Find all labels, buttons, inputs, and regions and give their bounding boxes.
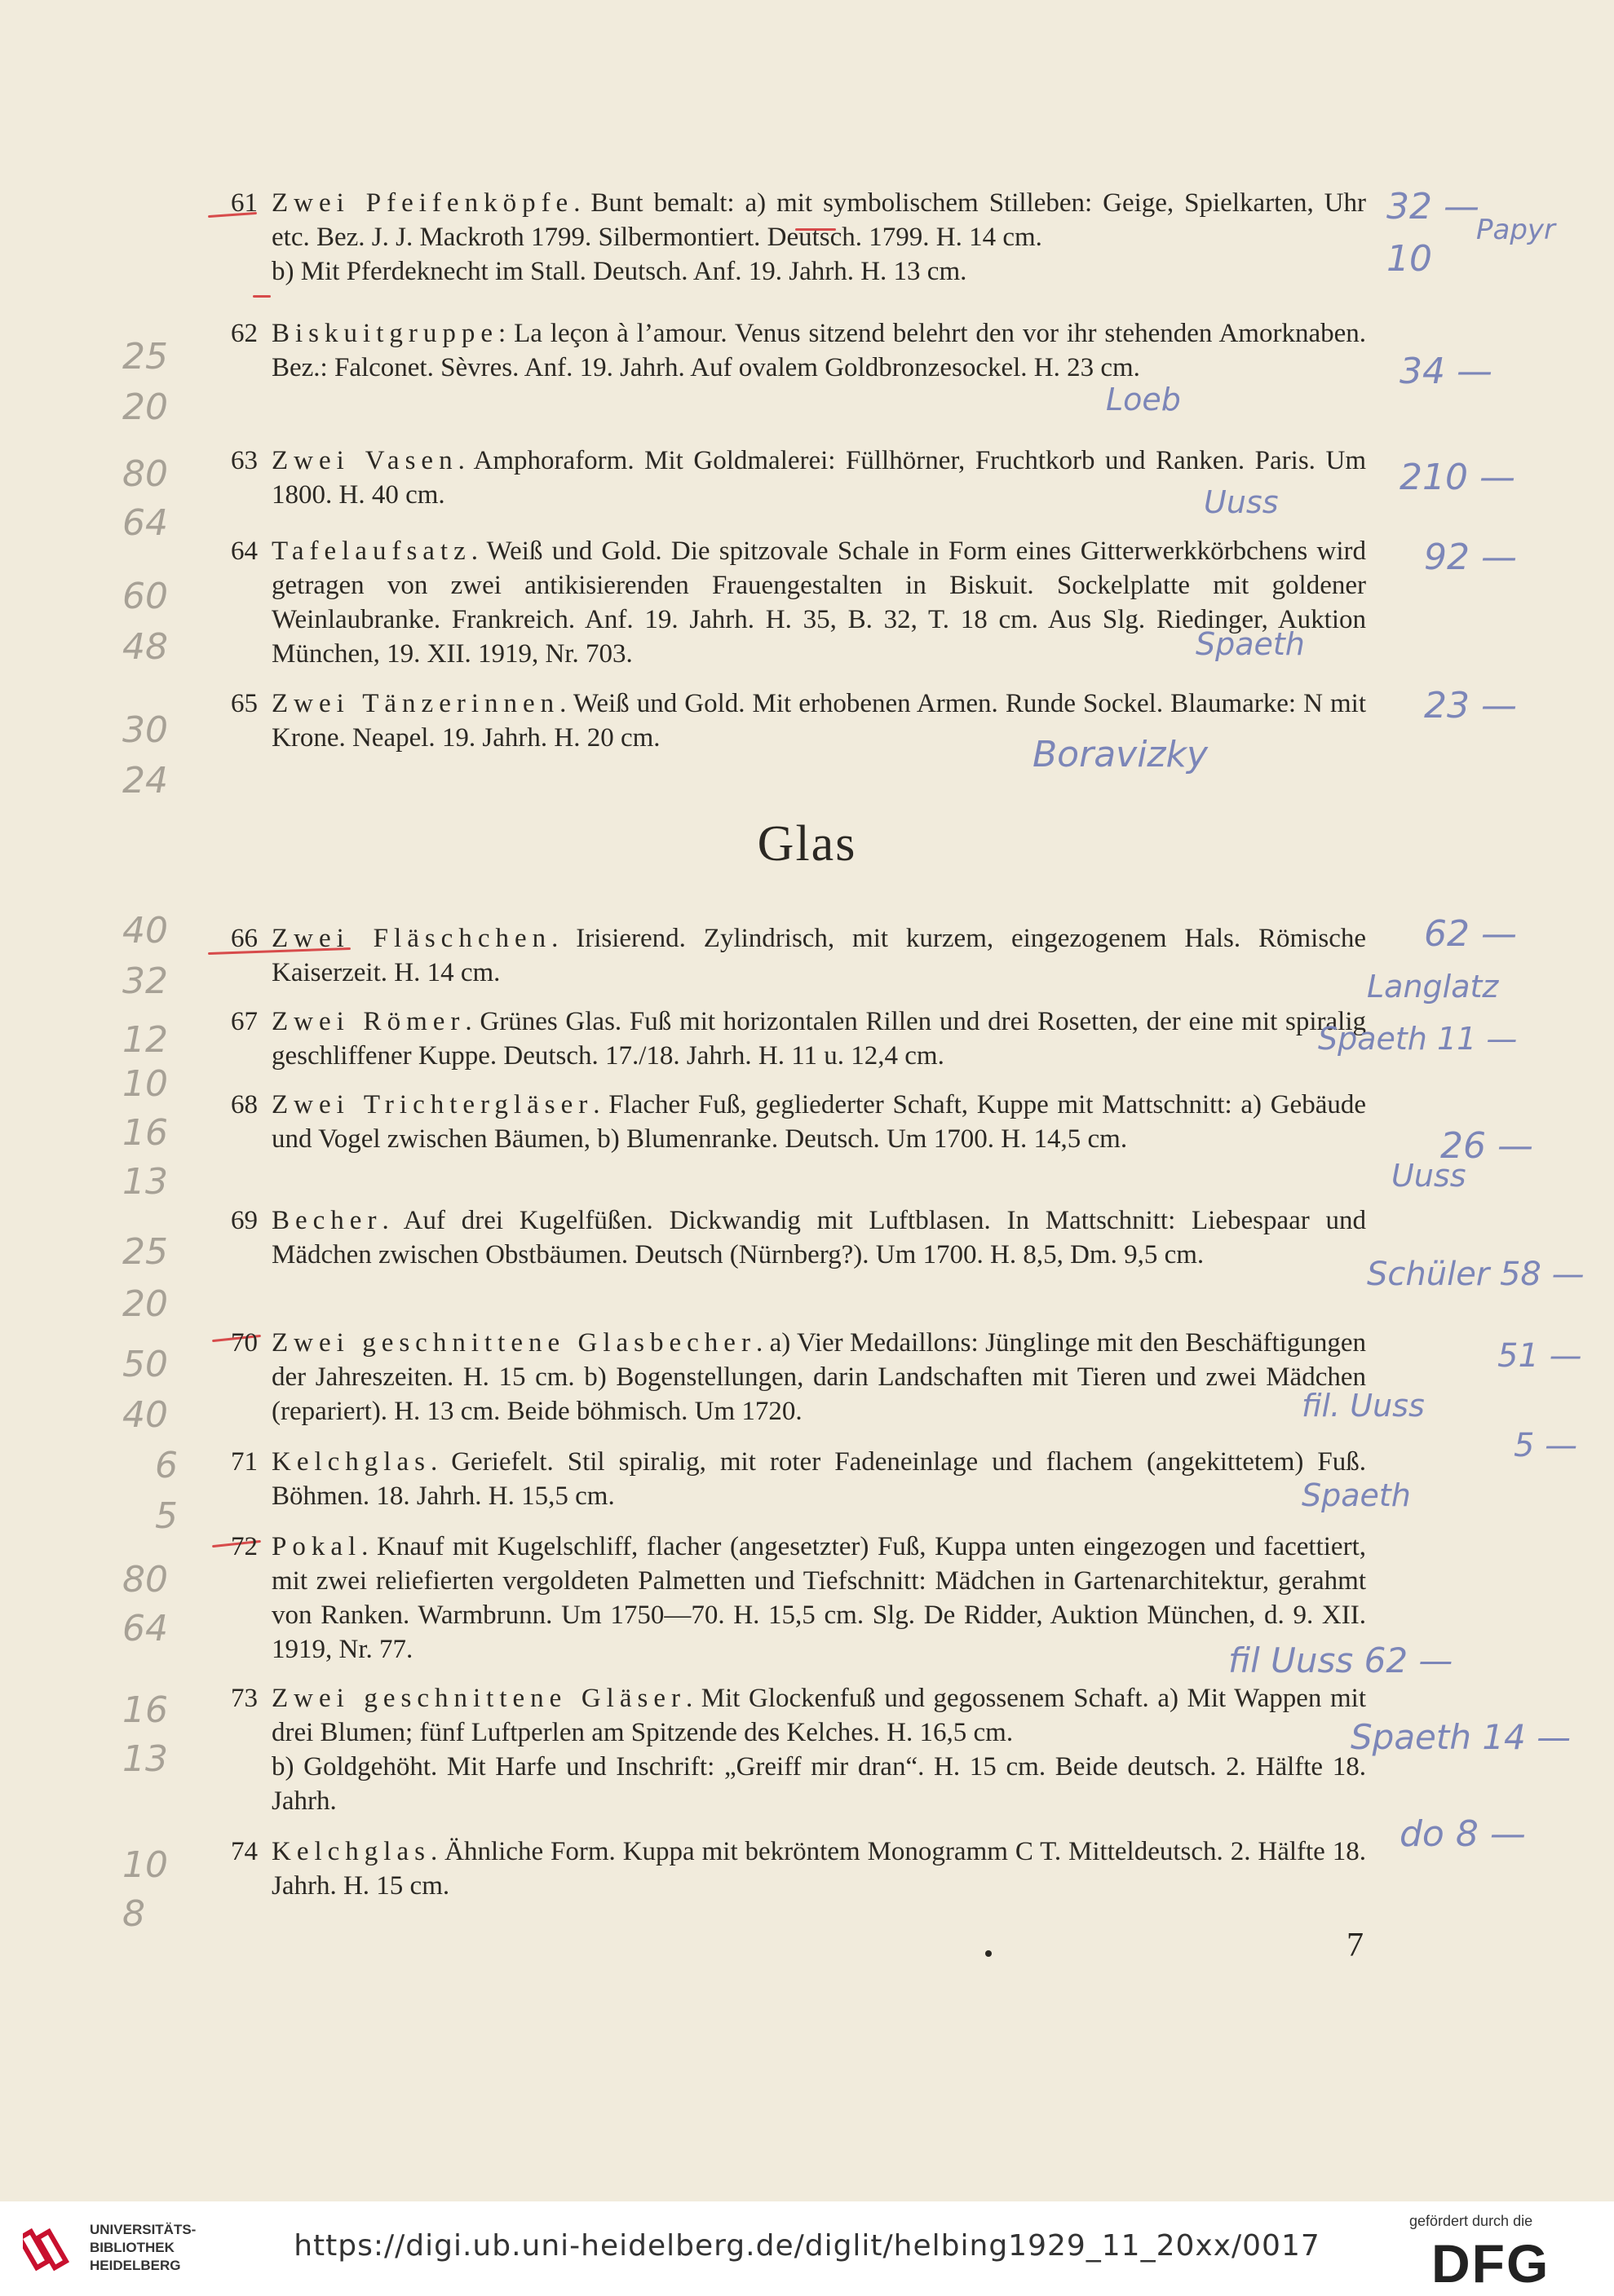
handwritten-note: fil. Uuss bbox=[1302, 1388, 1425, 1424]
entry-title: Zwei geschnittene Gläser bbox=[272, 1684, 686, 1713]
handwritten-note: do 8 — bbox=[1400, 1813, 1526, 1855]
handwritten-note: Spaeth 14 — bbox=[1351, 1717, 1572, 1757]
entry-title: Biskuitgruppe bbox=[272, 319, 498, 348]
handwritten-note: 5 — bbox=[1514, 1427, 1578, 1464]
handwritten-note: 16 bbox=[122, 1689, 168, 1731]
red-mark bbox=[253, 295, 271, 298]
handwritten-note: 20 bbox=[122, 386, 168, 428]
handwritten-note: 64 bbox=[122, 1608, 168, 1649]
handwritten-note: Papyr bbox=[1476, 214, 1556, 246]
permalink-url[interactable]: https://digi.ub.uni-heidelberg.de/diglit/helbing1929_11_20xx/0017 bbox=[294, 2229, 1320, 2263]
handwritten-note: 12 bbox=[122, 1019, 168, 1061]
handwritten-note: 23 — bbox=[1424, 685, 1517, 726]
handwritten-note: 92 — bbox=[1424, 536, 1517, 578]
ink-dot bbox=[985, 1950, 992, 1957]
entry-number: 74 bbox=[231, 1837, 258, 1866]
handwritten-note: 64 bbox=[122, 502, 168, 544]
handwritten-note: 80 bbox=[122, 1559, 168, 1601]
handwritten-note: 50 bbox=[122, 1344, 168, 1385]
entry-title: Zwei geschnittene Glasbecher bbox=[272, 1328, 756, 1358]
entry-title: Kelchglas bbox=[272, 1837, 431, 1866]
entry-number: 73 bbox=[231, 1684, 258, 1713]
entry-text: . Auf drei Kugelfüßen. Dickwandig mit Luftblasen. In Mattschnitt: Liebespaar und Mädchen zwischen Obstbäumen. Deutsch (Nürnberg?). Um 1700. H. 8,5, Dm. 9,5 cm. bbox=[272, 1206, 1366, 1269]
handwritten-note: 34 — bbox=[1400, 351, 1492, 392]
entry-text: . Mit Glockenfuß und gegossenem Schaft. a) Mit Wappen mit drei Blumen; fünf Luftperlen am Spitzende des Kelches. H. 16,5 cm. bbox=[272, 1684, 1366, 1747]
handwritten-note: Spaeth bbox=[1302, 1477, 1411, 1513]
entry-text: : La leçon à l’amour. Venus sitzend belehrt den vor ihr stehenden Amorknaben. Bez.: Falconet. Sèvres. Anf. 19. Jahrh. Auf ovalem Goldbronzesockel. H. 23 cm. bbox=[272, 319, 1366, 382]
handwritten-note: 13 bbox=[122, 1738, 168, 1780]
handwritten-note: 60 bbox=[122, 576, 168, 617]
handwritten-note: Langlatz bbox=[1367, 969, 1499, 1004]
entry-text-2: b) Goldgehöht. Mit Harfe und Inschrift: „Greiff mir dran“. H. 15 cm. Beide deutsch. 2. Hälfte 18. Jahrh. bbox=[272, 1752, 1366, 1816]
handwritten-note: 10 bbox=[1386, 238, 1432, 280]
entry-text: . Ähnliche Form. Kuppa mit bekröntem Monogramm C T. Mitteldeutsch. 2. Hälfte 18. Jahrh. H. 15 cm. bbox=[272, 1837, 1366, 1901]
entry-title: Tafelaufsatz bbox=[272, 536, 471, 566]
handwritten-note: 48 bbox=[122, 626, 168, 668]
dfg-logo: DFG bbox=[1431, 2233, 1550, 2294]
handwritten-note: 80 bbox=[122, 453, 168, 495]
entry-number: 72 bbox=[231, 1532, 258, 1561]
entry-title: Zwei Pfeifenköpfe bbox=[272, 188, 574, 218]
handwritten-note: 8 bbox=[122, 1893, 145, 1935]
handwritten-note: 40 bbox=[122, 1394, 168, 1436]
entry-number: 64 bbox=[231, 536, 258, 566]
handwritten-note: 210 — bbox=[1400, 457, 1515, 498]
handwritten-note: fil Uuss 62 — bbox=[1228, 1640, 1453, 1680]
handwritten-note: 51 — bbox=[1497, 1337, 1582, 1375]
handwritten-note: 26 — bbox=[1440, 1125, 1533, 1167]
handwritten-note: 32 bbox=[122, 960, 168, 1002]
handwritten-note: 6 bbox=[155, 1445, 178, 1486]
handwritten-note: Loeb bbox=[1106, 382, 1181, 417]
handwritten-note: 25 bbox=[122, 336, 168, 378]
entry-text: . Knauf mit Kugelschliff, flacher (angesetzter) Fuß, Kuppa unten eingezogen und facettiert, mit zwei reliefierten vergoldeten Palmetten und Tiefschnitt: Mädchen in Gartenarchitektur, gerahmt von Ranken. Warmbrunn. Um 1750—70. H. 15,5 cm. Slg. De Ridder, Auktion München, d. 9. XII. 1919, Nr. 77. bbox=[272, 1532, 1366, 1664]
handwritten-note: 24 bbox=[122, 760, 168, 801]
entry-text: . Weiß und Gold. Die spitzovale Schale in Form eines Gitterwerkkörbchens wird getragen von zwei antikisierenden Frauengestalten in Biskuit. Sockelplatte mit goldener Weinlaubranke. Frankreich. Anf. 19. Jahrh. H. 35, B. 32, T. 18 cm. Aus Slg. Riedinger, Auktion München, 19. XII. 1919, Nr. 703. bbox=[272, 536, 1366, 669]
entry-number: 68 bbox=[231, 1090, 258, 1119]
handwritten-note: 30 bbox=[122, 709, 168, 751]
entry-title: Zwei Vasen bbox=[272, 446, 458, 475]
entry-text: . Bunt bemalt: a) mit symbolischem Stilleben: Geige, Spielkarten, Uhr etc. Bez. J. J. Mackroth 1799. Silbermontiert. Deutsch. 1799. H. 14 cm. bbox=[272, 188, 1366, 252]
handwritten-note: 32 — bbox=[1386, 186, 1479, 227]
entry-number: 63 bbox=[231, 446, 258, 475]
handwritten-note: 40 bbox=[122, 910, 168, 952]
funding-note: gefördert durch die bbox=[1409, 2213, 1533, 2229]
entry-number: 69 bbox=[231, 1206, 258, 1235]
handwritten-note: 16 bbox=[122, 1112, 168, 1154]
entry-number: 66 bbox=[231, 924, 258, 953]
entry-number: 67 bbox=[231, 1007, 258, 1036]
footer-bar bbox=[0, 2201, 1614, 2296]
entry-text: . Flacher Fuß, gegliederter Schaft, Kuppe mit Mattschnitt: a) Gebäude und Vogel zwischen Bäumen, b) Blumenranke. Deutsch. Um 1700. H. 14,5 cm. bbox=[272, 1090, 1366, 1154]
entry-text: . Amphoraform. Mit Goldmalerei: Füllhörner, Fruchtkorb und Ranken. Paris. Um 1800. H. 40 cm. bbox=[272, 446, 1366, 510]
handwritten-note: 62 — bbox=[1424, 913, 1517, 955]
handwritten-note: Boravizky bbox=[1033, 734, 1209, 775]
handwritten-note: 5 bbox=[155, 1495, 178, 1537]
handwritten-note: Spaeth 11 — bbox=[1318, 1021, 1518, 1057]
page-number: 7 bbox=[1346, 1927, 1364, 1964]
entry-text: . Geriefelt. Stil spiralig, mit roter Fadeneinlage und flachem (angekittetem) Fuß. Böhmen. 18. Jahrh. H. 15,5 cm. bbox=[272, 1447, 1366, 1511]
entry-text: . a) Vier Medaillons: Jünglinge mit den Beschäftigungen der Jahreszeiten. H. 15 cm. b) Bogenstellungen, darin Landschaften mit Tieren und zwei Mädchen (repariert). H. 13 cm. Beide böhmisch. Um 1720. bbox=[272, 1328, 1366, 1426]
entry-title: Kelchglas bbox=[272, 1447, 431, 1477]
entry-text: . Grünes Glas. Fuß mit horizontalen Rillen und drei Rosetten, der eine mit spiralig geschliffener Kuppe. Deutsch. 17./18. Jahrh. H. 11 u. 12,4 cm. bbox=[272, 1007, 1366, 1071]
entry-number: 61 bbox=[231, 188, 258, 218]
entry-title: Zwei Tänzerinnen bbox=[272, 689, 560, 718]
handwritten-note: 10 bbox=[122, 1063, 168, 1105]
entry-title: Zwei Trichtergläser bbox=[272, 1090, 594, 1119]
entry-title: Zwei Fläschchen bbox=[272, 924, 552, 953]
entry-text: . Irisierend. Zylindrisch, mit kurzem, eingezogenem Hals. Römische Kaiserzeit. H. 14 cm. bbox=[272, 924, 1366, 987]
handwritten-note: Schüler 58 — bbox=[1367, 1256, 1585, 1293]
entry-number: 62 bbox=[231, 319, 258, 348]
entry-title: Pokal bbox=[272, 1532, 362, 1561]
handwritten-note: 10 bbox=[122, 1844, 168, 1886]
entry-text-2: b) Mit Pferdeknecht im Stall. Deutsch. Anf. 19. Jahrh. H. 13 cm. bbox=[272, 257, 967, 286]
entry-text: . Weiß und Gold. Mit erhobenen Armen. Runde Sockel. Blaumarke: N mit Krone. Neapel. 19. Jahrh. H. 20 cm. bbox=[272, 689, 1366, 753]
entry-number: 71 bbox=[231, 1447, 258, 1477]
library-name: UNIVERSITÄTS- BIBLIOTHEK HEIDELBERG bbox=[90, 2222, 197, 2273]
entry-number: 70 bbox=[231, 1328, 258, 1358]
handwritten-note: Uuss bbox=[1204, 484, 1279, 520]
section-heading: Glas bbox=[757, 816, 857, 872]
handwritten-note: Spaeth bbox=[1196, 626, 1305, 662]
handwritten-note: Uuss bbox=[1391, 1158, 1466, 1194]
entry-title: Zwei Römer bbox=[272, 1007, 466, 1036]
handwritten-note: 20 bbox=[122, 1283, 168, 1325]
handwritten-note: 13 bbox=[122, 1161, 168, 1203]
handwritten-note: 25 bbox=[122, 1231, 168, 1273]
entry-title: Becher bbox=[272, 1206, 382, 1235]
entry-number: 65 bbox=[231, 689, 258, 718]
